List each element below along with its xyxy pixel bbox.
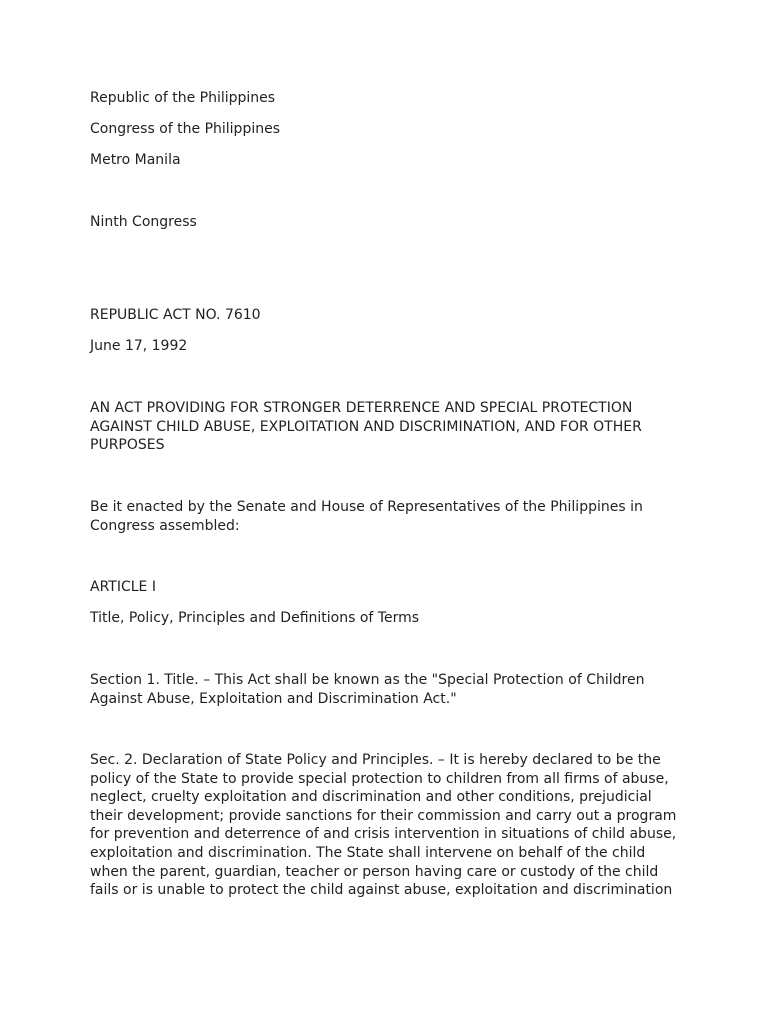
section-2-line: policy of the State to provide special protection to children from all firms of abuse, xyxy=(90,770,669,787)
section-2-line: exploitation and discrimination. The State shall intervene on behalf of the child xyxy=(90,844,646,861)
enactment-line: Congress assembled: xyxy=(90,517,240,534)
congress-line: Congress of the Philippines xyxy=(90,121,280,137)
session-line: Ninth Congress xyxy=(90,214,197,230)
article-label: ARTICLE I xyxy=(90,579,156,595)
section-1-line: Against Abuse, Exploitation and Discrimination Act." xyxy=(90,690,457,707)
section-2-line: when the parent, guardian, teacher or person having care or custody of the child xyxy=(90,863,659,880)
location-line: Metro Manila xyxy=(90,152,181,168)
act-number: REPUBLIC ACT NO. 7610 xyxy=(90,307,261,323)
enactment-clause xyxy=(90,498,690,535)
section-1 xyxy=(90,671,690,708)
section-2 xyxy=(90,751,690,900)
act-title-line: PURPOSES xyxy=(90,437,165,454)
section-2-line: neglect, cruelty exploitation and discrimination and other conditions, prejudicial xyxy=(90,789,652,806)
republic-line: Republic of the Philippines xyxy=(90,90,276,106)
act-title-line: AGAINST CHILD ABUSE, EXPLOITATION AND DISCRIMINATION, AND FOR OTHER xyxy=(90,418,642,435)
act-date: June 17, 1992 xyxy=(90,338,188,354)
article-heading: Title, Policy, Principles and Definitions of Terms xyxy=(90,610,420,626)
act-title xyxy=(90,399,690,455)
act-title-line: AN ACT PROVIDING FOR STRONGER DETERRENCE AND SPECIAL PROTECTION xyxy=(90,400,633,416)
section-2-line: their development; provide sanctions for their commission and carry out a program xyxy=(90,807,677,824)
section-2-line: for prevention and deterrence of and crisis intervention in situations of child abuse, xyxy=(90,826,677,843)
enactment-line: Be it enacted by the Senate and House of Representatives of the Philippines in xyxy=(90,499,643,515)
section-2-line: fails or is unable to protect the child against abuse, exploitation and discrimination xyxy=(90,882,673,899)
section-2-line: Sec. 2. Declaration of State Policy and Principles. – It is hereby declared to be the xyxy=(90,752,661,768)
section-1-line: Section 1. Title. – This Act shall be known as the "Special Protection of Children xyxy=(90,672,645,688)
